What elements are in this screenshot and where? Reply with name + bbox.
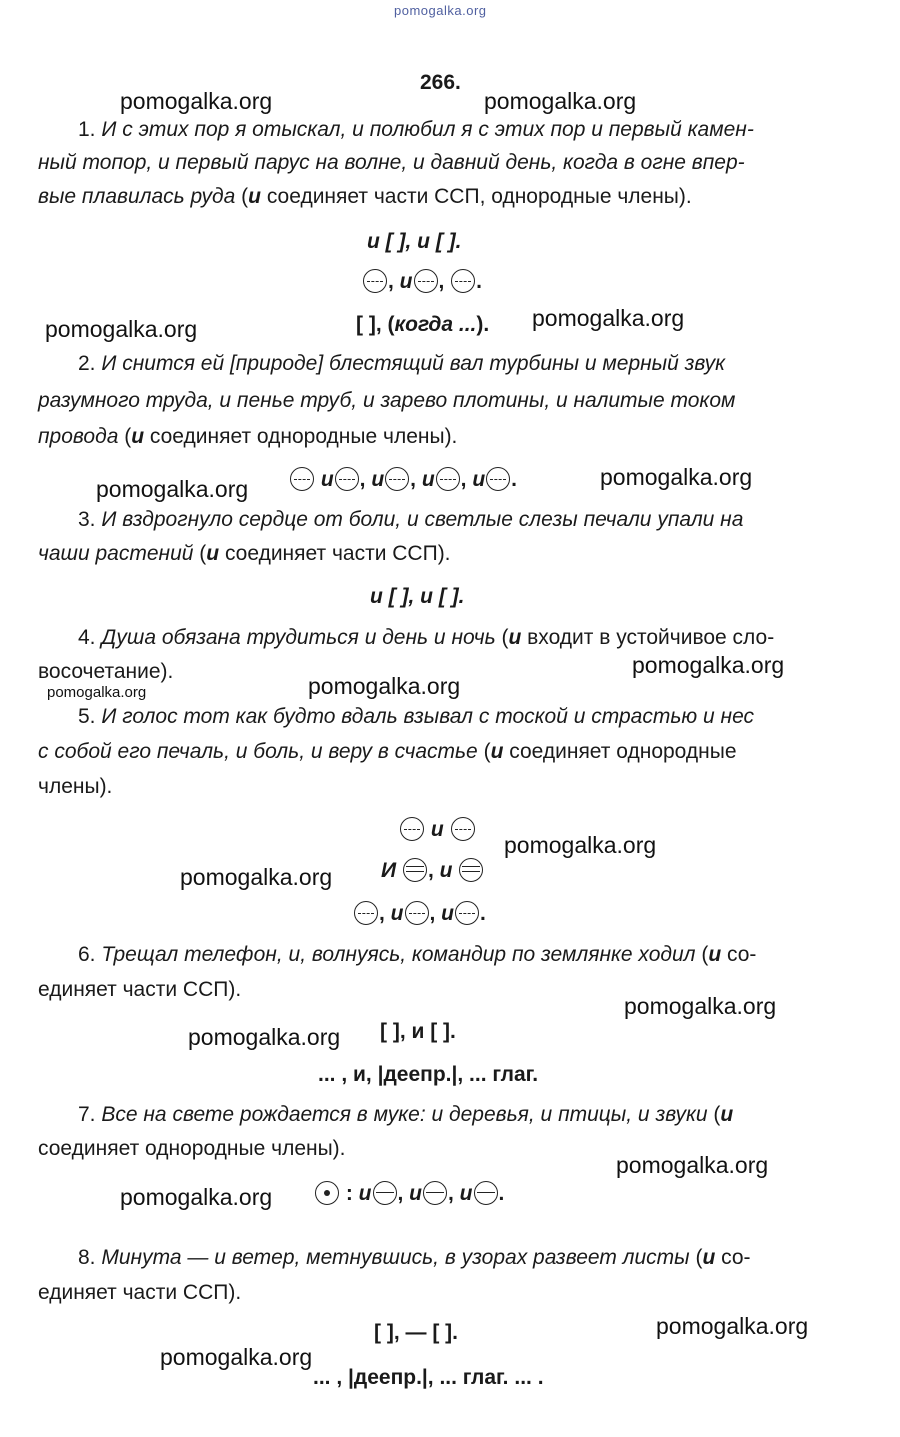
sentence-4-line-2: восочетание). bbox=[38, 660, 174, 683]
watermark: pomogalka.org bbox=[180, 864, 333, 890]
watermark: pomogalka.org bbox=[160, 1344, 313, 1370]
scheme-8-structure: ... , |деепр.|, ... глаг. ... . bbox=[313, 1366, 544, 1389]
sentence-3-line-1: 3. И вздрогнуло сердце от боли, и светлые слезы печали упали на bbox=[78, 508, 744, 531]
scheme-1-circles: , и , . bbox=[362, 269, 482, 293]
scheme-7-circles: : и , и , и . bbox=[314, 1181, 504, 1205]
sentence-2-line-1: 2. И снится ей [природе] блестящий вал турбины и мерный звук bbox=[78, 352, 726, 375]
scheme-5-row-3: , и , и . bbox=[353, 901, 486, 925]
watermark: pomogalka.org bbox=[532, 305, 685, 331]
scheme-5-row-2: И , и bbox=[381, 858, 484, 882]
watermark: pomogalka.org bbox=[600, 464, 753, 490]
sentence-1-line-1: 1. И с этих пор я отыскал, и полюбил я с этих пор и первый камен- bbox=[78, 118, 754, 141]
sentence-7-line-2: соединяет однородные члены). bbox=[38, 1137, 346, 1160]
watermark: pomogalka.org bbox=[45, 316, 198, 342]
sentence-5-line-1: 5. И голос тот как будто вдаль взывал с тоской и страстью и нес bbox=[78, 705, 755, 728]
watermark: pomogalka.org bbox=[188, 1024, 341, 1050]
sentence-8-line-1: 8. Минута — и ветер, метнувшись, в узорах развеет листы (и со- bbox=[78, 1246, 751, 1269]
sentence-4-line-1: 4. Душа обязана трудиться и день и ночь (и входит в устойчивое сло- bbox=[78, 626, 775, 649]
watermark: pomogalka.org bbox=[120, 1184, 273, 1210]
watermark: pomogalka.org bbox=[504, 832, 657, 858]
watermark: pomogalka.org bbox=[484, 88, 637, 114]
scheme-3-brackets: и [ ], и [ ]. bbox=[370, 585, 465, 608]
scheme-6-structure: ... , и, |деепр.|, ... глаг. bbox=[318, 1063, 539, 1086]
sentence-1-line-3: вые плавилась руда (и соединяет части ССП, однородные члены). bbox=[38, 185, 692, 208]
watermark: pomogalka.org bbox=[656, 1313, 809, 1339]
sentence-5-line-3: члены). bbox=[38, 775, 113, 798]
watermark: pomogalka.org bbox=[120, 88, 273, 114]
watermark: pomogalka.org bbox=[632, 652, 785, 678]
sentence-6-line-1: 6. Трещал телефон, и, волнуясь, командир по землянке ходил (и со- bbox=[78, 943, 757, 966]
scheme-2-circles: и , и , и , и . bbox=[289, 467, 517, 491]
site-header: pomogalka.org bbox=[394, 3, 487, 18]
scheme-5-row-1: и bbox=[399, 817, 476, 841]
scheme-8-brackets: [ ], — [ ]. bbox=[374, 1321, 458, 1344]
sentence-2-line-2: разумного труда, и пенье труб, и зарево плотины, и налитые током bbox=[38, 389, 736, 412]
watermark: pomogalka.org bbox=[308, 673, 461, 699]
sentence-5-line-2: с собой его печаль, и боль, и веру в счастье (и соединяет однородные bbox=[38, 740, 737, 763]
sentence-2-line-3: провода (и соединяет однородные члены). bbox=[38, 425, 458, 448]
scheme-6-brackets: [ ], и [ ]. bbox=[380, 1020, 456, 1043]
sentence-7-line-1: 7. Все на свете рождается в муке: и деревья, и птицы, и звуки (и bbox=[78, 1103, 734, 1126]
watermark: pomogalka.org bbox=[47, 684, 147, 701]
watermark: pomogalka.org bbox=[616, 1152, 769, 1178]
scheme-1-clause: [ ], (когда ...). bbox=[356, 313, 490, 336]
page-number: 266. bbox=[420, 71, 461, 94]
sentence-1-line-2: ный топор, и первый парус на волне, и давний день, когда в огне впер- bbox=[38, 151, 745, 174]
sentence-6-line-2: единяет части ССП). bbox=[38, 978, 242, 1001]
sentence-3-line-2: чаши растений (и соединяет части ССП). bbox=[38, 542, 451, 565]
watermark: pomogalka.org bbox=[624, 993, 777, 1019]
watermark: pomogalka.org bbox=[96, 476, 249, 502]
scheme-1-brackets: и [ ], и [ ]. bbox=[367, 230, 462, 253]
sentence-8-line-2: единяет части ССП). bbox=[38, 1281, 242, 1304]
